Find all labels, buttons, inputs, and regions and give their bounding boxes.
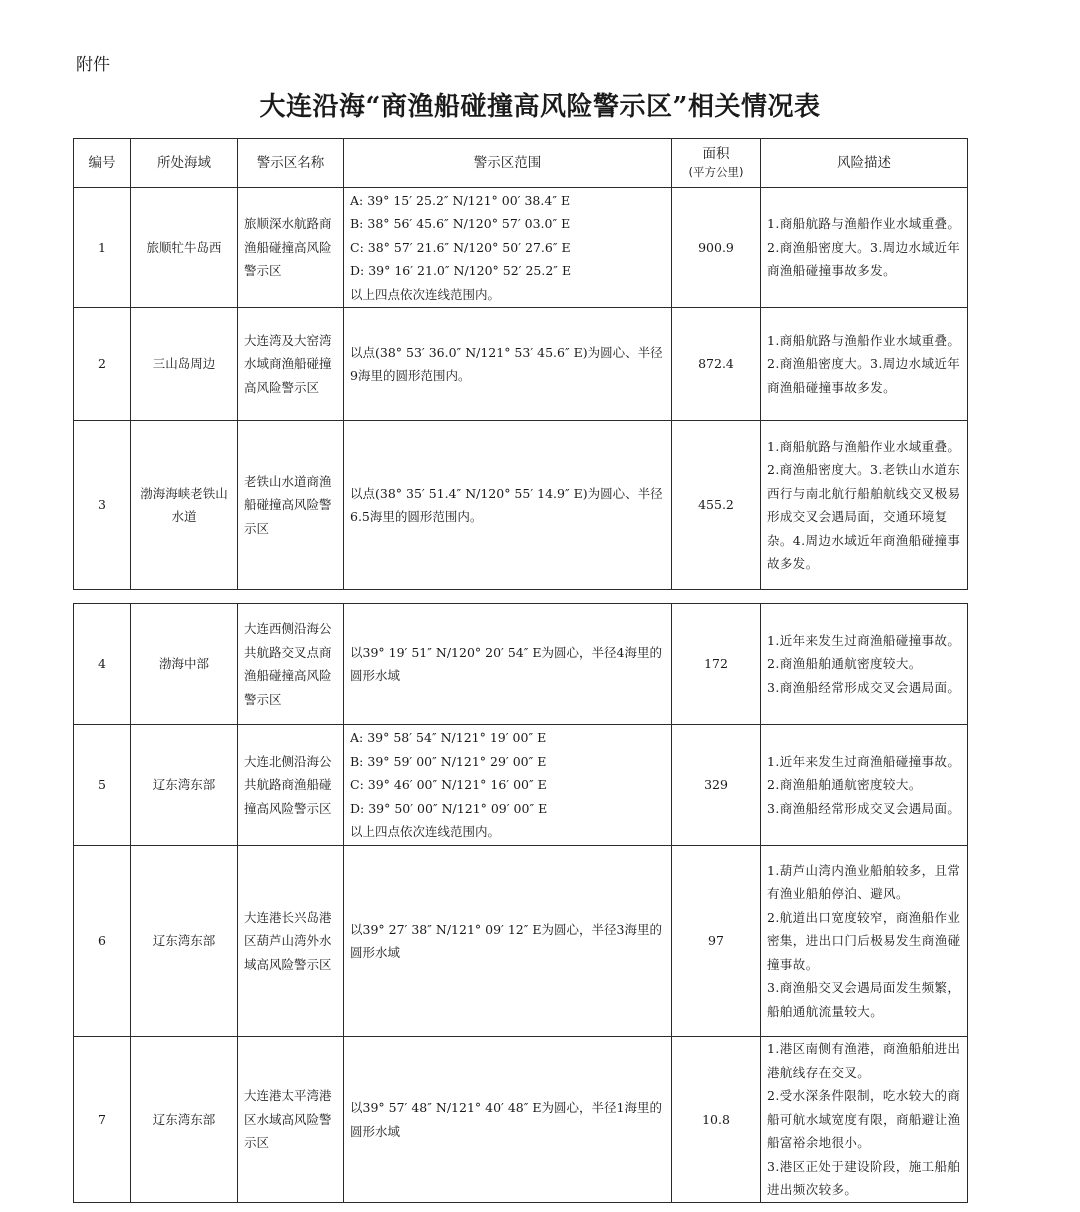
table-row	[74, 308, 968, 421]
row-range	[344, 421, 672, 590]
table-row	[74, 846, 968, 1037]
row-zone-name: 大连港太平湾港区水域高风险警示区	[238, 1037, 344, 1203]
row-range	[344, 308, 672, 421]
range-line: 以上四点依次连线范围内。	[350, 286, 501, 302]
row-num: 6	[74, 846, 131, 1037]
row-range	[344, 188, 672, 308]
row-num: 7	[74, 1037, 131, 1203]
risk-item: 2.商渔船舶通航密度较大。	[767, 656, 922, 672]
row-sea-area: 旅顺牤牛岛西	[131, 188, 238, 308]
row-zone-name: 大连北侧沿海公共航路商渔船碰撞高风险警示区	[238, 725, 344, 846]
risk-item: 1.近年来发生过商渔船碰撞事故。	[767, 753, 961, 769]
row-zone-name: 大连港长兴岛港区葫芦山湾外水域高风险警示区	[238, 846, 344, 1037]
row-area: 172	[672, 604, 761, 725]
range-text: 以39° 57′ 48″ N/121° 40′ 48″ E为圆心，半径1海里的圆形水域	[350, 1100, 662, 1139]
risk-item: 1.葫芦山湾内渔业船舶较多，且常有渔业船舶停泊、避风。	[767, 862, 961, 902]
risk-item: 2.航道出口宽度较窄，商渔船作业密集，进出口门后极易发生商渔碰撞事故。	[767, 909, 961, 972]
header-area-unit: (平方公里)	[688, 165, 744, 179]
risk-item: 3.港区正处于建设阶段，施工船舶进出频次较多。	[767, 1158, 961, 1198]
range-line: B: 39° 59′ 00″ N/121° 29′ 00″ E	[350, 753, 547, 769]
row-zone-name: 老铁山水道商渔船碰撞高风险警示区	[238, 421, 344, 590]
row-risk	[761, 846, 968, 1037]
range-line: 以上四点依次连线范围内。	[350, 824, 501, 840]
header-area	[672, 139, 761, 188]
page-title: 大连沿海“商渔船碰撞高风险警示区”相关情况表	[259, 92, 821, 122]
table-row	[74, 604, 968, 725]
row-risk: 1.商船航路与渔船作业水域重叠。2.商渔船密度大。3.周边水域近年商渔船碰撞事故多发。	[761, 308, 968, 421]
header-range: 警示区范围	[344, 139, 672, 188]
row-sea-area: 辽东湾东部	[131, 1037, 238, 1203]
attachment-label: 附件	[76, 55, 110, 75]
row-sea-area: 渤海海峡老铁山水道	[131, 421, 238, 590]
row-risk	[761, 725, 968, 846]
row-sea-area: 辽东湾东部	[131, 725, 238, 846]
range-line: A: 39° 58′ 54″ N/121° 19′ 00″ E	[350, 730, 547, 746]
table-header-row	[74, 139, 968, 188]
risk-item: 3.商渔船经常形成交叉会遇局面。	[767, 679, 961, 695]
row-sea-area: 渤海中部	[131, 604, 238, 725]
range-line: D: 39° 16′ 21.0″ N/120° 52′ 25.2″ E	[350, 263, 572, 279]
header-sea-area: 所处海域	[131, 139, 238, 188]
row-num: 2	[74, 308, 131, 421]
row-num: 1	[74, 188, 131, 308]
range-text: 以点(38° 53′ 36.0″ N/121° 53′ 45.6″ E)为圆心、半径9海里的圆形范围内。	[350, 344, 663, 383]
row-range	[344, 604, 672, 725]
table-row	[74, 188, 968, 308]
row-num: 3	[74, 421, 131, 590]
range-line: C: 38° 57′ 21.6″ N/120° 50′ 27.6″ E	[350, 239, 571, 255]
row-range	[344, 725, 672, 846]
risk-item: 2.商渔船舶通航密度较大。	[767, 777, 922, 793]
range-line: C: 39° 46′ 00″ N/121° 16′ 00″ E	[350, 777, 547, 793]
row-num: 4	[74, 604, 131, 725]
table-row	[74, 1037, 968, 1203]
row-area: 10.8	[672, 1037, 761, 1203]
header-num: 编号	[74, 139, 131, 188]
row-zone-name: 旅顺深水航路商渔船碰撞高风险警示区	[238, 188, 344, 308]
row-area: 872.4	[672, 308, 761, 421]
risk-item: 1.港区南侧有渔港，商渔船舶进出港航线存在交叉。	[767, 1041, 961, 1080]
warning-zone-table-part-2	[73, 603, 968, 1203]
row-risk: 1.商船航路与渔船作业水域重叠。2.商渔船密度大。3.老铁山水道东西行与南北航行船舶航线交叉极易形成交叉会遇局面，交通环境复杂。4.周边水域近年商渔船碰撞事故多发。	[761, 421, 968, 590]
risk-item: 3.商渔船经常形成交叉会遇局面。	[767, 800, 961, 816]
row-zone-name: 大连西侧沿海公共航路交叉点商渔船碰撞高风险警示区	[238, 604, 344, 725]
risk-item: 2.受水深条件限制，吃水较大的商船可航水域宽度有限，商船避让渔船富裕余地很小。	[767, 1088, 961, 1151]
row-area: 329	[672, 725, 761, 846]
row-num: 5	[74, 725, 131, 846]
range-line: B: 38° 56′ 45.6″ N/120° 57′ 03.0″ E	[350, 216, 571, 232]
warning-zone-table-part-1	[73, 138, 968, 590]
row-area: 455.2	[672, 421, 761, 590]
row-range	[344, 1037, 672, 1203]
row-zone-name: 大连湾及大窑湾水域商渔船碰撞高风险警示区	[238, 308, 344, 421]
header-zone-name: 警示区名称	[238, 139, 344, 188]
table-row	[74, 725, 968, 846]
risk-item: 3.商渔船交叉会遇局面发生频繁，船舶通航流量较大。	[767, 980, 961, 1019]
range-line: D: 39° 50′ 00″ N/121° 09′ 00″ E	[350, 800, 548, 816]
row-range	[344, 846, 672, 1037]
row-risk	[761, 1037, 968, 1203]
range-text: 以39° 27′ 38″ N/121° 09′ 12″ E为圆心，半径3海里的圆形水域	[350, 921, 662, 960]
table-row	[74, 421, 968, 590]
range-text: 以点(38° 35′ 51.4″ N/120° 55′ 14.9″ E)为圆心、半径6.5海里的圆形范围内。	[350, 485, 663, 524]
row-sea-area: 辽东湾东部	[131, 846, 238, 1037]
row-sea-area: 三山岛周边	[131, 308, 238, 421]
range-line: A: 39° 15′ 25.2″ N/121° 00′ 38.4″ E	[350, 192, 571, 208]
range-text: 以39° 19′ 51″ N/120° 20′ 54″ E为圆心，半径4海里的圆形水域	[350, 644, 662, 683]
row-risk	[761, 604, 968, 725]
row-area: 900.9	[672, 188, 761, 308]
header-area-label: 面积	[702, 146, 730, 162]
row-area: 97	[672, 846, 761, 1037]
header-risk: 风险描述	[761, 139, 968, 188]
risk-item: 1.近年来发生过商渔船碰撞事故。	[767, 632, 961, 648]
row-risk: 1.商船航路与渔船作业水域重叠。2.商渔船密度大。3.周边水域近年商渔船碰撞事故多发。	[761, 188, 968, 308]
